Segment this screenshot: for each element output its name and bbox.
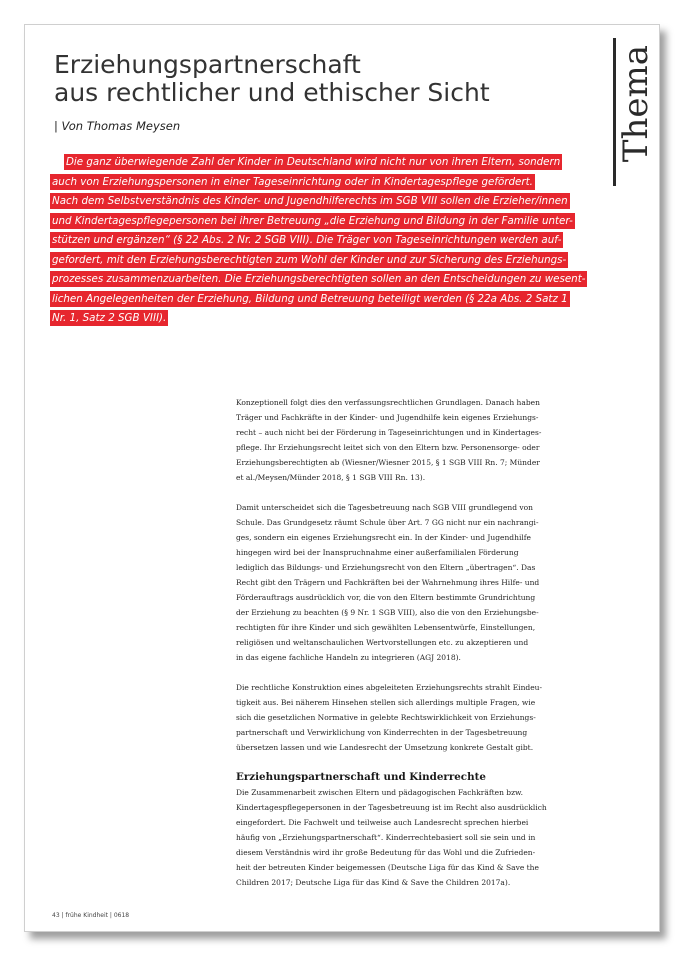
body-line: in das eigene fachliche Handeln zu integrieren (AGJ 2018). (236, 653, 461, 662)
lead-line-text: auch von Erziehungspersonen in einer Tageseinrichtung oder in Kindertagespflege gefördert. (52, 175, 533, 188)
article-title (54, 51, 574, 107)
title-line: Erziehungspartnerschaft (54, 50, 361, 79)
body-line: Recht gibt den Trägern und Fachkräften bei der Wahrnehmung ihres Hilfe- und (236, 578, 540, 587)
lead-line (50, 173, 590, 193)
lead-line-text: stützen und ergänzen“ (§ 22 Abs. 2 Nr. 2 SGB VIII). Die Träger von Tageseinrichtungen werden auf- (52, 234, 562, 246)
body-line: sich die gesetzlichen Normative in gelebte Rechtswirklichkeit von Erziehungs- (236, 713, 536, 722)
body-line: Förderauftrags ausdrücklich vor, die von den Eltern bestimmte Grundrichtung (236, 593, 536, 602)
body-line: religiösen und weltanschaulichen Wertvorstellungen etc. zu akzeptieren und (236, 638, 529, 647)
lead-line (50, 192, 590, 212)
lead-line-text: prozesses zusammenzuarbeiten. Die Erziehungsberechtigten sollen an den Entscheidungen zu wesent- (52, 273, 586, 285)
body-paragraph (236, 785, 591, 890)
lead-line-text: und Kindertagespflegepersonen bei ihrer Betreuung „die Erziehung und Bildung in der Familie unter- (52, 214, 573, 227)
lead-paragraph (50, 153, 590, 329)
body-line: rechtigten für ihre Kinder und sich gewählten Lebensentwürfe, Einstellungen, (236, 623, 536, 632)
lead-line (50, 290, 590, 310)
body-line: Konzeptionell folgt dies den verfassungsrechtlichen Grundlagen. Danach haben (236, 398, 540, 407)
body-line: Träger und Fachkräfte in der Kinder- und Jugendhilfe kein eigenes Erziehungs- (236, 413, 539, 422)
section-label-text: Thema (616, 45, 656, 163)
body-line: eingefordert. Die Fachwelt und teilweise auch Landesrecht sprechen hierbei (236, 818, 529, 827)
body-line: häufig von „Erziehungspartnerschaft“. Kinderrechtebasiert soll sie sein und in (236, 833, 536, 842)
body-paragraph (236, 500, 591, 665)
lead-line (50, 153, 590, 173)
body-line: diesem Verständnis wird ihr große Bedeutung für das Wohl und die Zufrieden- (236, 848, 536, 857)
body-line: recht – auch nicht bei der Förderung in Tageseinrichtungen und in Kindertages- (236, 428, 542, 437)
section-heading: Erziehungspartnerschaft und Kinderrechte (236, 771, 486, 783)
body-line: tigkeit aus. Bei näherem Hinsehen stellen sich allerdings multiple Fragen, wie (236, 698, 536, 707)
body-line: Children 2017; Deutsche Liga für das Kind & Save the Children 2017a). (236, 878, 511, 887)
lead-line (50, 231, 590, 251)
body-line: partnerschaft und Verwirklichung von Kinderrechten in der Tagesbetreuung (236, 728, 528, 737)
body-paragraph (236, 680, 591, 755)
lead-line (50, 309, 590, 329)
body-line: Die Zusammenarbeit zwischen Eltern und pädagogischen Fachkräften bzw. (236, 788, 523, 797)
body-line: pflege. Ihr Erziehungsrecht leitet sich von den Eltern bzw. Personensorge- oder (236, 443, 540, 452)
body-line: hingegen wird bei der Inanspruchnahme einer außerfamilialen Förderung (236, 548, 519, 557)
magazine-page (24, 24, 660, 932)
lead-line-text: Die ganz überwiegende Zahl der Kinder in Deutschland wird nicht nur von ihren Eltern, sondern (66, 156, 561, 168)
body-line: Damit unterscheidet sich die Tagesbetreuung nach SGB VIII grundlegend von (236, 503, 534, 512)
title-line: aus rechtlicher und ethischer Sicht (54, 78, 490, 107)
body-paragraph (236, 395, 591, 485)
section-label (607, 35, 656, 200)
lead-line-text: Nr. 1, Satz 2 SGB VIII). (52, 312, 167, 324)
body-line: heit der betreuten Kinder beigemessen (Deutsche Liga für das Kind & Save the (236, 863, 539, 872)
author-byline: | Von Thomas Meysen (54, 119, 181, 133)
body-line: Erziehungsberechtigten ab (Wiesner/Wiesner 2015, § 1 SGB VIII Rn. 7; Münder (236, 458, 540, 467)
lead-line (50, 212, 590, 232)
body-line: Die rechtliche Konstruktion eines abgeleiteten Erziehungsrechts strahlt Eindeu- (236, 683, 543, 692)
lead-line (50, 251, 590, 271)
body-line: übersetzen lassen und wie Landesrecht der Umsetzung konkrete Gestalt gibt. (236, 743, 534, 752)
body-line: Kindertagespflegepersonen in der Tagesbetreuung ist im Recht also ausdrücklich (236, 803, 547, 812)
body-line: der Erziehung zu beachten (§ 9 Nr. 1 SGB VIII), also die von den Erziehungsbe- (236, 608, 539, 617)
lead-line-text: gefordert, mit den Erziehungsberechtigten zum Wohl der Kinder und zur Sicherung des Erziehungs- (52, 253, 567, 266)
lead-line (50, 270, 590, 290)
body-line: lediglich das Bildungs- und Erziehungsrecht von den Eltern „übertragen“. Das (236, 563, 536, 572)
body-line: et al./Meysen/Münder 2018, § 1 SGB VIII Rn. 13). (236, 473, 426, 482)
lead-line-text: Nach dem Selbstverständnis des Kinder- und Jugendhilferechts im SGB VIII sollen die Erzieher/innen (52, 195, 568, 207)
lead-line-text: lichen Angelegenheiten der Erziehung, Bildung und Betreuung beteiligt werden (§ 22a Abs. 2 Satz 1 (52, 292, 568, 305)
body-line: ges, sondern ein eigenes Erziehungsrecht ein. In der Kinder- und Jugendhilfe (236, 533, 531, 542)
body-line: Schule. Das Grundgesetz räumt Schule über Art. 7 GG nicht nur ein nachrangi- (236, 518, 539, 527)
page-footer: 43 | frühe Kindheit | 0618 (52, 912, 130, 919)
body-text (236, 395, 591, 890)
